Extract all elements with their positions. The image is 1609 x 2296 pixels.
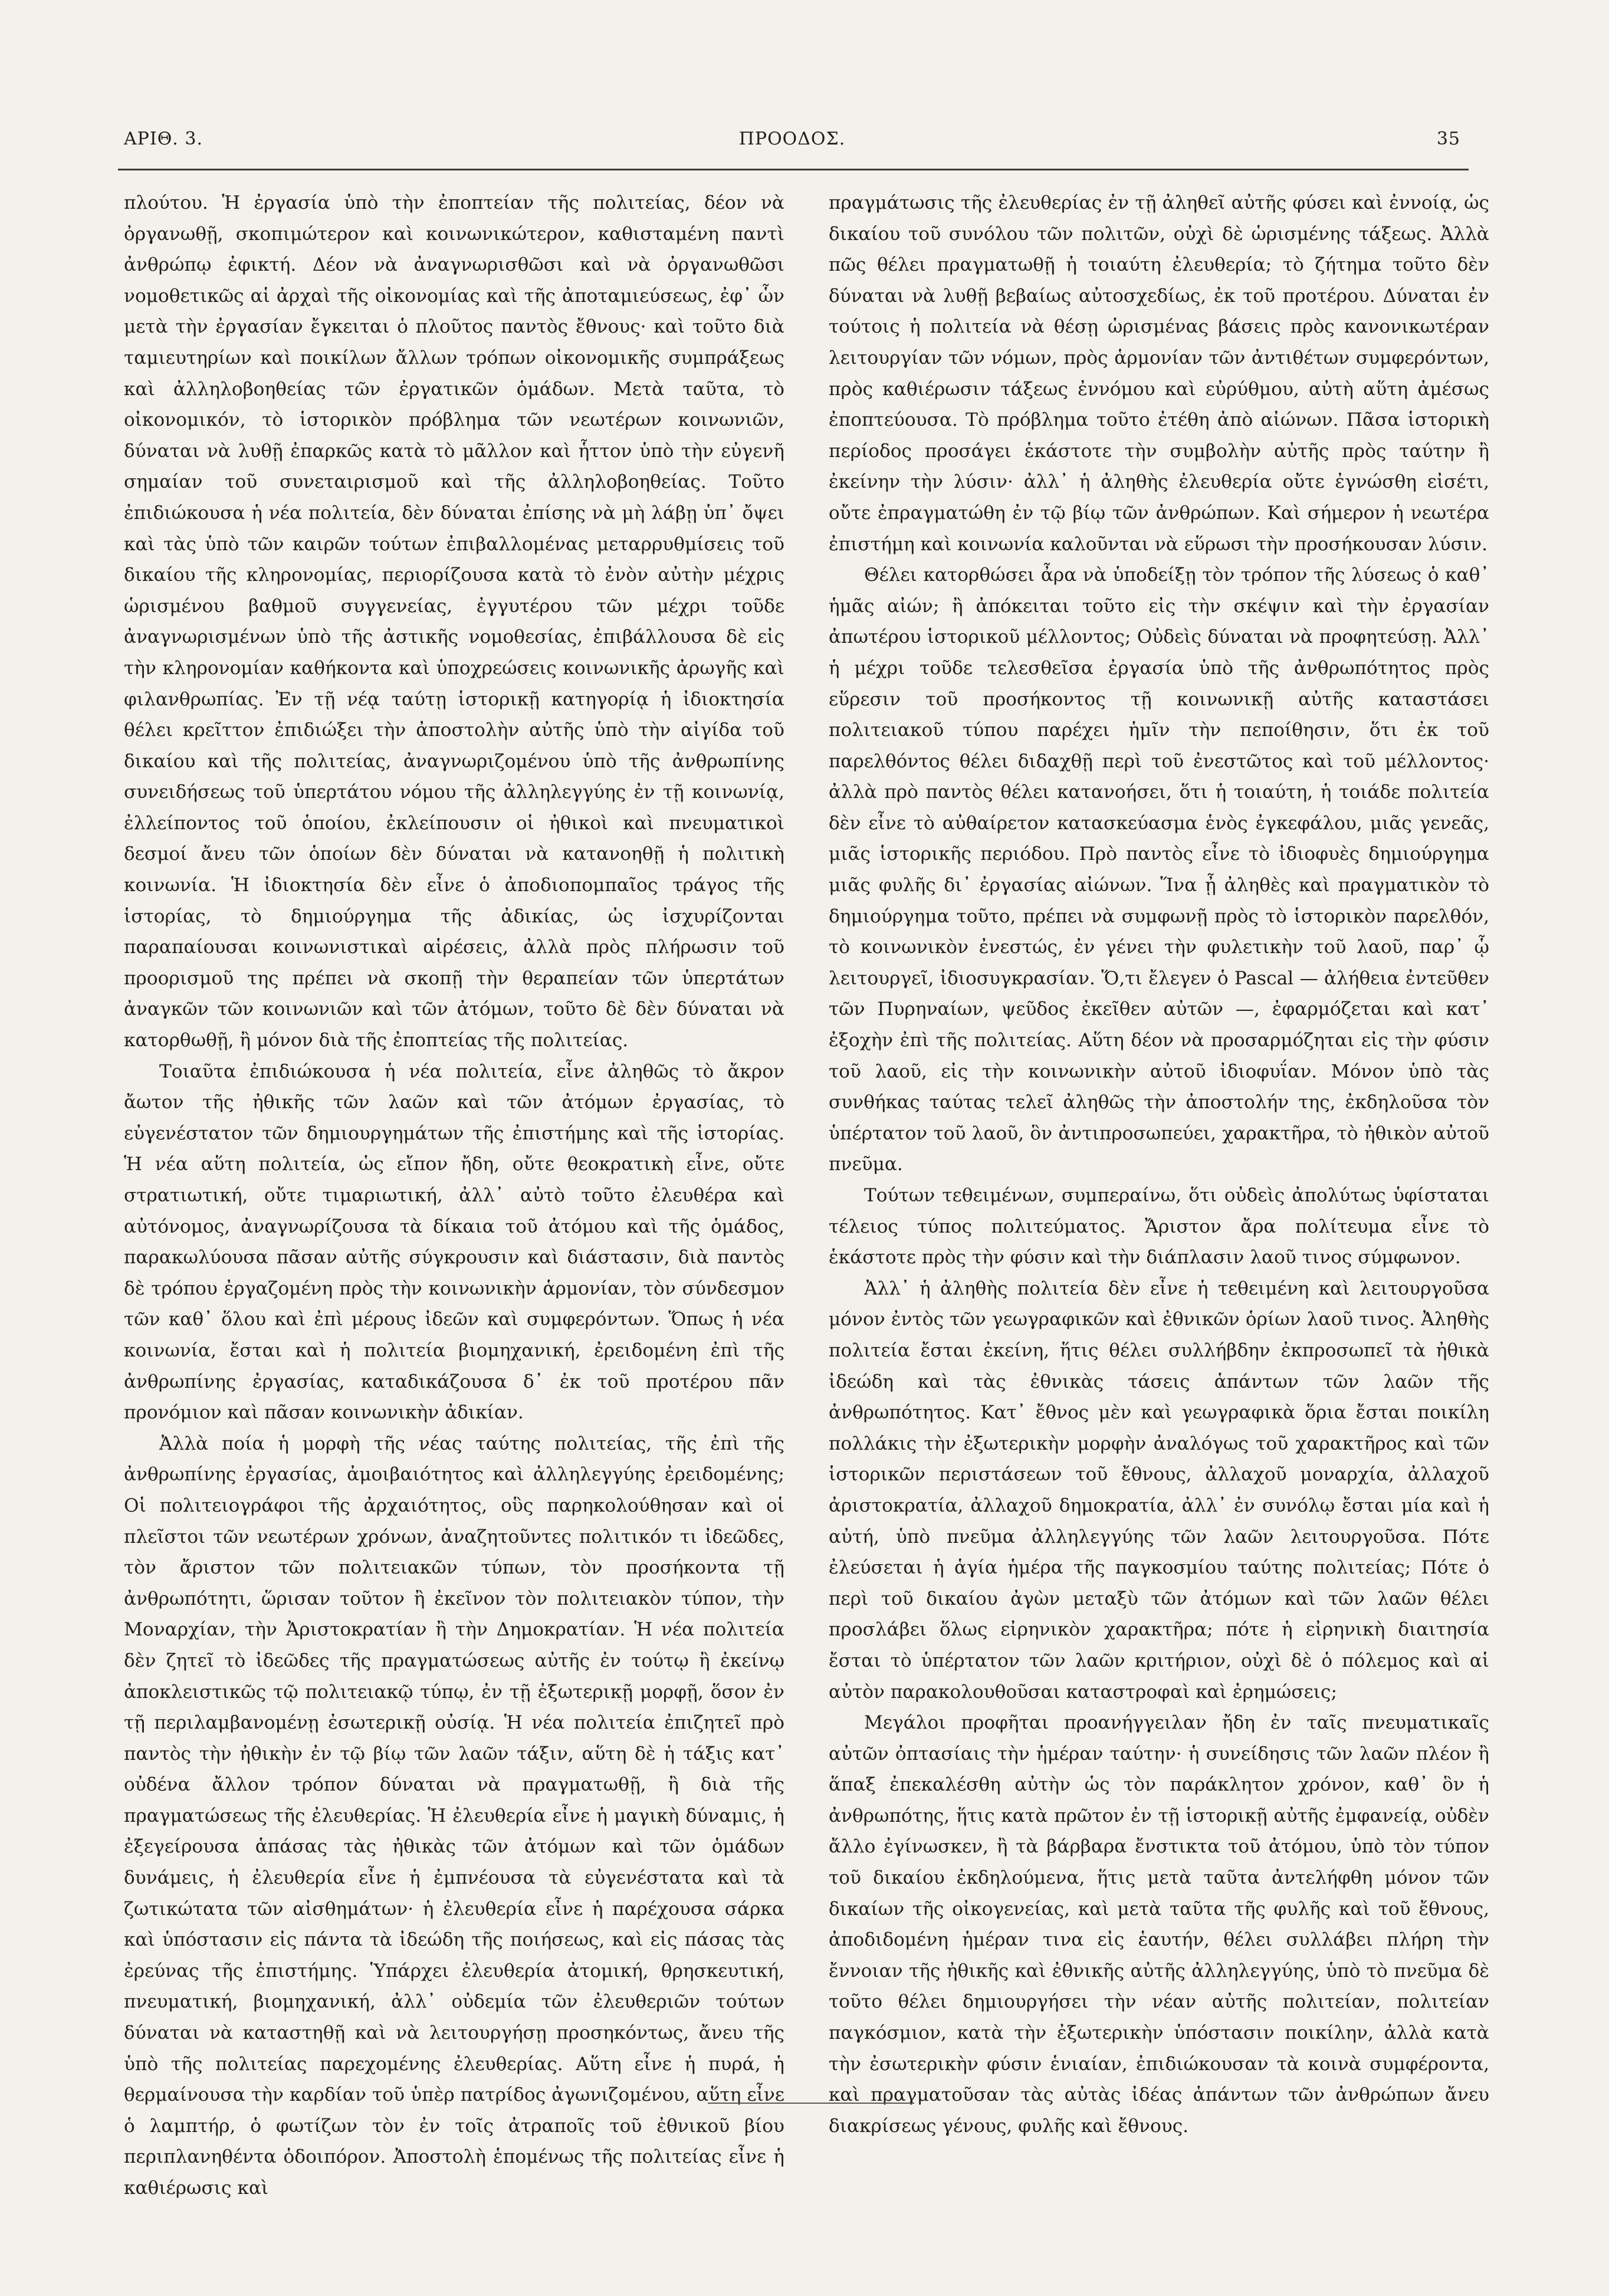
paragraph: πλούτου. Ἡ ἐργασία ὑπὸ τὴν ἐποπτείαν τῆς πολιτείας, δέον νὰ ὀργανωθῇ, σκοπιμώτερον καὶ κοινωνικώτερον, καθισταμένη παντὶ ἀνθρώπῳ ἐφικτή. Δέον νὰ ἀναγνωρισθῶσι καὶ νὰ ὀργανωθῶσι νομοθετικῶς αἱ ἀρχαὶ τῆς οἰκονομίας καὶ τῆς ἀποταμιεύσεως, ἐφ᾽ ὧν μετὰ τὴν ἐργασίαν ἔγκειται ὁ πλοῦτος παντὸς ἔθνους· καὶ τοῦτο διὰ ταμιευτηρίων καὶ ποικίλων ἄλλων τρόπων οἰκονομικῆς συμπράξεως καὶ ἀλληλοβοηθείας τῶν ἐργατικῶν ὁμάδων. Μετὰ ταῦτα, τὸ οἰκονομικόν, τὸ ἱστορικὸν πρόβλημα τῶν νεωτέρων κοινωνιῶν, δύναται νὰ λυθῇ ἐπαρκῶς κατὰ τὸ μᾶλλον καὶ ἧττον ὑπὸ τὴν εὐγενῆ σημαίαν τοῦ συνεταιρισμοῦ καὶ τῆς ἀλληλοβοηθείας. Τοῦτο ἐπιδιώκουσα ἡ νέα πολιτεία, δὲν δύναται ἐπίσης νὰ μὴ λάβῃ ὑπ᾽ ὄψει καὶ τὰς ὑπὸ τῶν καιρῶν τούτων ἐπιβαλλομένας μεταρρυθμίσεις τοῦ δικαίου τῆς κληρονομίας, περιορίζουσα κατὰ τὸ ἐνὸν αὐτὴν μέχρις ὡρισμένου βαθμοῦ συγγενείας, ἐγγυτέρου τῶν μέχρι τοῦδε ἀναγνωρισμένων ὑπὸ τῆς ἀστικῆς νομοθεσίας, ἐπιβάλλουσα δὲ εἰς τὴν κληρονομίαν καθήκοντα καὶ ὑποχρεώσεις κοινωνικῆς ἀρωγῆς καὶ φιλανθρωπίας. Ἐν τῇ νέᾳ ταύτῃ ἱστορικῇ κατηγορίᾳ ἡ ἰδιοκτησία θέλει κρεῖττον ἐπιδιώξει τὴν ἀποστολὴν αὐτῆς ὑπὸ τὴν αἰγίδα τοῦ δικαίου καὶ τῆς πολιτείας, ἀναγνωριζομένου ὑπὸ τῆς ἀνθρωπίνης συνειδήσεως τοῦ ὑπερτάτου νόμου τῆς ἀλληλεγγύης ἐν τῇ κοινωνίᾳ, ἐλλείποντος τοῦ ὁποίου, ἐκλείπουσιν οἱ ἠθικοὶ καὶ πνευματικοὶ δεσμοί ἄνευ τῶν ὁποίων δὲν δύναται νὰ κατανοηθῇ ἡ πολιτικὴ κοινωνία. Ἡ ἰδιοκτησία δὲν εἶνε ὁ ἀποδιοπομπαῖος τράγος τῆς ἱστορίας, τὸ δημιούργημα τῆς ἀδικίας, ὡς ἰσχυρίζονται παραπαίουσαι κοινωνιστικαὶ αἱρέσεις, ἀλλὰ πρὸς πλήρωσιν τοῦ προορισμοῦ της πρέπει νὰ σκοπῇ τὴν θεραπείαν τῶν ὑπερτάτων ἀναγκῶν τῶν κοινωνιῶν καὶ τῶν ἀτόμων, τοῦτο δὲ δὲν δύναται νὰ κατορθωθῇ, ἢ μόνον διὰ τῆς ἐποπτείας τῆς πολιτείας. bbox=[124, 192, 784, 1052]
right-column bbox=[829, 188, 1489, 2137]
footer-rule bbox=[708, 2103, 914, 2104]
paragraph: πραγμάτωσις τῆς ἐλευθερίας ἐν τῇ ἀληθεῖ αὐτῆς φύσει καὶ ἐννοίᾳ, ὡς δικαίου τοῦ συνόλου τῶν πολιτῶν, οὐχὶ δὲ ὡρισμένης τάξεως. Ἀλλὰ πῶς θέλει πραγματωθῇ ἡ τοιαύτη ἐλευθερία; τὸ ζήτημα τοῦτο δὲν δύναται νὰ λυθῇ βεβαίως αὐτοσχεδίως, ἐκ τοῦ προτέρου. Δύναται ἐν τούτοις ἡ πολιτεία νὰ θέσῃ ὡρισμένας βάσεις πρὸς κανονικωτέραν λειτουργίαν τῶν νόμων, πρὸς ἁρμονίαν τῶν ἀντιθέτων συμφερόντων, πρὸς καθιέρωσιν τάξεως ἐννόμου καὶ εὐρύθμου, αὐτὴ αὕτη ἀμέσως ἐποπτεύουσα. Τὸ πρόβλημα τοῦτο ἐτέθη ἀπὸ αἰώνων. Πᾶσα ἱστορικὴ περίοδος προσάγει ἑκάστοτε τὴν συμβολὴν αὐτῆς πρὸς ταύτην ἢ ἐκείνην τὴν λύσιν· ἀλλ᾽ ἡ ἀληθὴς ἐλευθερία οὔτε ἐγνώσθη εἰσέτι, οὔτε ἐπραγματώθη ἐν τῷ βίῳ τῶν ἀνθρώπων. Καὶ σήμερον ἡ νεωτέρα ἐπιστήμη καὶ κοινωνία καλοῦνται νὰ εὕρωσι τὴν προσήκουσαν λύσιν. bbox=[829, 192, 1489, 555]
paragraph: Μεγάλοι προφῆται προανήγγειλαν ἤδη ἐν ταῖς πνευματικαῖς αὐτῶν ὀπτασίαις τὴν ἡμέραν ταύτην· ἡ συνείδησις τῶν λαῶν πλέον ἢ ἅπαξ ἐπεκαλέσθη αὐτὴν ὡς τὸν παράκλητον χρόνον, καθ᾽ ὃν ἡ ἀνθρωπότης, ἥτις κατὰ πρῶτον ἐν τῇ ἱστορικῇ αὐτῆς ἐμφανείᾳ, οὐδὲν ἄλλο ἐγίνωσκεν, ἢ τὰ βάρβαρα ἔνστικτα τοῦ ἀτόμου, ὑπὸ τὸν τύπον τοῦ δικαίου ἐκδηλούμενα, ἥτις μετὰ ταῦτα ἀντελήφθη μόνον τῶν δικαίων τῆς οἰκογενείας, καὶ μετὰ ταῦτα τῆς φυλῆς καὶ τοῦ ἔθνους, ἀποδιδομένη ἡμέραν τινα εἰς ἑαυτήν, θέλει συλλάβει πλήρη τὴν ἔννοιαν τῆς ἠθικῆς καὶ ἐθνικῆς αὐτῆς ἀλληλεγγύης, ὑπὸ τὸ πνεῦμα δὲ τοῦτο θέλει δημιουργήσει τὴν νέαν αὐτῆς πολιτείαν, πολιτείαν παγκόσμιον, κατὰ τὴν ἐξωτερικὴν ὑπόστασιν ποικίλην, ἀλλὰ κατὰ τὴν ἐσωτερικὴν φύσιν ἑνιαίαν, ἐπιδιώκουσαν τὰ κοινὰ συμφέροντα, καὶ πραγματοῦσαν τὰς αὐτὰς ἰδέας ἁπάντων τῶν ἀνθρώπων ἄνευ διακρίσεως γένους, φυλῆς καὶ ἔθνους. bbox=[829, 1712, 1489, 2137]
journal-title: ΠΡΟΟΔΟΣ. bbox=[738, 129, 846, 149]
left-column bbox=[124, 188, 784, 2199]
header-rule bbox=[118, 169, 1469, 170]
paragraph: Τοιαῦτα ἐπιδιώκουσα ἡ νέα πολιτεία, εἶνε ἀληθῶς τὸ ἄκρον ἄωτον τῆς ἠθικῆς τῶν λαῶν καὶ τῶν ἀτόμων ἐργασίας, τὸ εὐγενέστατον τῶν δημιουργημάτων τῆς ἐπιστήμης καὶ τῆς ἱστορίας. Ἡ νέα αὕτη πολιτεία, ὡς εἴπον ἤδη, οὔτε θεοκρατικὴ εἶνε, οὔτε στρατιωτική, οὔτε τιμαριωτική, ἀλλ᾽ αὐτὸ τοῦτο ἐλευθέρα καὶ αὐτόνομος, ἀναγνωρίζουσα τὰ δίκαια τοῦ ἀτόμου καὶ τῆς ὁμάδος, παρακωλύουσα πᾶσαν αὐτῆς σύγκρουσιν καὶ διάστασιν, διὰ παντὸς δὲ τρόπου ἐργαζομένη πρὸς τὴν κοινωνικὴν ἁρμονίαν, τὸν σύνδεσμον τῶν καθ᾽ ὅλου καὶ ἐπὶ μέρους ἰδεῶν καὶ συμφερόντων. Ὅπως ἡ νέα κοινωνία, ἔσται καὶ ἡ πολιτεία βιομηχανική, ἐρειδομένη ἐπὶ τῆς ἀνθρωπίνης ἐργασίας, καταδικάζουσα δ᾽ ἐκ τοῦ προτέρου πᾶν προνόμιον καὶ πᾶσαν κοινωνικὴν ἀδικίαν. bbox=[124, 1060, 784, 1424]
paragraph: Τούτων τεθειμένων, συμπεραίνω, ὅτι οὐδεὶς ἀπολύτως ὑφίσταται τέλειος τύπος πολιτεύματος. Ἄριστον ἄρα πολίτευμα εἶνε τὸ ἑκάστοτε πρὸς τὴν φύσιν καὶ τὴν διάπλασιν λαοῦ τινος σύμφωνον. bbox=[829, 1185, 1489, 1269]
paragraph: Θέλει κατορθώσει ἆρα νὰ ὑποδείξῃ τὸν τρόπον τῆς λύσεως ὁ καθ᾽ ἡμᾶς αἰών; ἢ ἀπόκειται τοῦτο εἰς τὴν σκέψιν καὶ τὴν ἐργασίαν ἀπωτέρου ἱστορικοῦ μέλλοντος; Οὐδεὶς δύναται νὰ προφητεύσῃ. Ἀλλ᾽ ἡ μέχρι τοῦδε τελεσθεῖσα ἐργασία ὑπὸ τῆς ἀνθρωπότητος πρὸς εὕρεσιν τοῦ προσήκοντος τῇ κοινωνικῇ αὐτῆς καταστάσει πολιτειακοῦ τύπου παρέχει ἡμῖν τὴν πεποίθησιν, ὅτι ἐκ τοῦ παρελθόντος θέλει διδαχθῇ περὶ τοῦ ἐνεστῶτος καὶ τοῦ μέλλοντος· ἀλλὰ πρὸ παντὸς θέλει κατανοήσει, ὅτι ἡ τοιαύτη, ἡ τοιάδε πολιτεία δὲν εἶνε τὸ αὐθαίρετον κατασκεύασμα ἑνὸς ἐγκεφάλου, μιᾶς γενεᾶς, μιᾶς ἱστορικῆς περιόδου. Πρὸ παντὸς εἶνε τὸ ἰδιοφυὲς δημιούργημα μιᾶς φυλῆς δι᾽ ἐργασίας αἰώνων. Ἵνα ᾖ ἀληθὲς καὶ πραγματικὸν τὸ δημιούργημα τοῦτο, πρέπει νὰ συμφωνῇ πρὸς τὸ ἱστορικὸν παρελθόν, τὸ κοινωνικὸν ἐνεστώς, ἐν γένει τὴν φυλετικὴν τοῦ λαοῦ, παρ᾽ ᾧ λειτουργεῖ, ἰδιοσυγκρασίαν. Ὅ,τι ἔλεγεν ὁ Pascal — ἀλήθεια ἐντεῦθεν τῶν Πυρηναίων, ψεῦδος ἐκεῖθεν αὐτῶν —, ἐφαρμόζεται καὶ κατ᾽ ἐξοχὴν ἐπὶ τῆς πολιτείας. Αὕτη δέον νὰ προσαρμόζηται εἰς τὴν φύσιν τοῦ λαοῦ, εἰς τὴν κοινωνικὴν αὐτοῦ ἰδιοφυΐαν. Μόνον ὑπὸ τὰς συνθήκας ταύτας τελεῖ ἀληθῶς τὴν ἀποστολήν της, ἐκδηλοῦσα τὸν ὑπέρτατον τοῦ λαοῦ, ὃν ἀντιπροσωπεύει, χαρακτῆρα, τὸ ἠθικὸν αὐτοῦ πνεῦμα. bbox=[829, 564, 1489, 1175]
running-head bbox=[124, 129, 1460, 164]
paragraph: Ἀλλὰ ποία ἡ μορφὴ τῆς νέας ταύτης πολιτείας, τῆς ἐπὶ τῆς ἀνθρωπίνης ἐργασίας, ἀμοιβαιότητος καὶ ἀλληλεγγύης ἐρειδομένης; Οἱ πολιτειογράφοι τῆς ἀρχαιότητος, οὓς παρηκολούθησαν καὶ οἱ πλεῖστοι τῶν νεωτέρων χρόνων, ἀναζητοῦντες πολιτικόν τι ἰδεῶδες, τὸν ἄριστον τῶν πολιτειακῶν τύπων, τὸν προσήκοντα τῇ ἀνθρωπότητι, ὥρισαν τοῦτον ἢ ἐκεῖνον τὸν πολιτειακὸν τύπον, τὴν Μοναρχίαν, τὴν Ἀριστοκρατίαν ἢ τὴν Δημοκρατίαν. Ἡ νέα πολιτεία δὲν ζητεῖ τὸ ἰδεῶδες τῆς πραγματώσεως αὐτῆς ἐν τούτῳ ἢ ἐκείνῳ ἀποκλειστικῶς τῷ πολιτειακῷ τύπῳ, ἐν τῇ ἐξωτερικῇ μορφῇ, ὅσον ἐν τῇ περιλαμβανομένῃ ἐσωτερικῇ οὐσίᾳ. Ἡ νέα πολιτεία ἐπιζητεῖ πρὸ παντὸς τὴν ἠθικὴν ἐν τῷ βίῳ τῶν λαῶν τάξιν, αὕτη δὲ ἡ τάξις κατ᾽ οὐδένα ἄλλον τρόπον δύναται νὰ πραγματωθῇ, ἢ διὰ τῆς πραγματώσεως τῆς ἐλευθερίας. Ἡ ἐλευθερία εἶνε ἡ μαγικὴ δύναμις, ἡ ἐξεγείρουσα ἁπάσας τὰς ἠθικὰς τῶν ἀτόμων καὶ τῶν ὁμάδων δυνάμεις, ἡ ἐλευθερία εἶνε ἡ ἐμπνέουσα τὰ εὐγενέστατα καὶ τὰ ζωτικώτατα τῶν αἰσθημάτων· ἡ ἐλευθερία εἶνε ἡ παρέχουσα σάρκα καὶ ὑπόστασιν εἰς πάντα τὰ ἰδεώδη τῆς ποιήσεως, καὶ εἰς πάσας τὰς ἐρεύνας τῆς ἐπιστήμης. Ὑπάρχει ἐλευθερία ἀτομική, θρησκευτική, πνευματική, βιομηχανική, ἀλλ᾽ οὐδεμία τῶν ἐλευθεριῶν τούτων δύναται νὰ καταστηθῇ καὶ νὰ λειτουργήσῃ προσηκόντως, ἄνευ τῆς ὑπὸ τῆς πολιτείας παρεχομένης ἐλευθερίας. Αὕτη εἶνε ἡ πυρά, ἡ θερμαίνουσα τὴν καρδίαν τοῦ ὑπὲρ πατρίδος ἀγωνιζομένου, αὕτη εἶνε ὁ λαμπτήρ, ὁ φωτίζων τὸν ἐν τοῖς ἀτραποῖς τοῦ ἐθνικοῦ βίου περιπλανηθέντα ὁδοιπόρον. Ἀποστολὴ ἑπομένως τῆς πολιτείας εἶνε ἡ καθιέρωσις καὶ bbox=[124, 1433, 784, 2199]
issue-number: ΑΡΙΘ. 3. bbox=[124, 129, 203, 149]
paragraph: Ἀλλ᾽ ἡ ἀληθὴς πολιτεία δὲν εἶνε ἡ τεθειμένη καὶ λειτουργοῦσα μόνον ἐντὸς τῶν γεωγραφικῶν καὶ ἐθνικῶν ὁρίων λαοῦ τινος. Ἀληθὴς πολιτεία ἔσται ἐκείνη, ἥτις θέλει συλλήβδην ἐκπροσωπεῖ τὰ ἠθικὰ ἰδεώδη καὶ τὰς ἐθνικὰς τάσεις ἁπάντων τῶν λαῶν τῆς ἀνθρωπότητος. Κατ᾽ ἔθνος μὲν καὶ γεωγραφικὰ ὅρια ἔσται ποικίλη πολλάκις τὴν ἐξωτερικὴν μορφὴν ἀναλόγως τοῦ χαρακτῆρος καὶ τῶν ἱστορικῶν περιστάσεων τοῦ ἔθνους, ἀλλαχοῦ μοναρχία, ἀλλαχοῦ ἀριστοκρατία, ἀλλαχοῦ δημοκρατία, ἀλλ᾽ ἐν συνόλῳ ἔσται μία καὶ ἡ αὐτή, ὑπὸ πνεῦμα ἀλληλεγγύης τῶν λαῶν λειτουργοῦσα. Πότε ἐλεύσεται ἡ ἁγία ἡμέρα τῆς παγκοσμίου ταύτης πολιτείας; Πότε ὁ περὶ τοῦ δικαίου ἀγὼν μεταξὺ τῶν ἀτόμων καὶ τῶν λαῶν θέλει προσλάβει ὅλως εἰρηνικὸν χαρακτῆρα; πότε ἡ εἰρηνικὴ διαιτησία ἔσται τὸ ὑπέρτατον τῶν λαῶν κριτήριον, οὐχὶ δὲ ὁ πόλεμος καὶ αἱ αὐτὸν παρακολουθοῦσαι καταστροφαὶ καὶ ἐρημώσεις; bbox=[829, 1277, 1489, 1703]
page-number: 35 bbox=[1436, 129, 1460, 149]
